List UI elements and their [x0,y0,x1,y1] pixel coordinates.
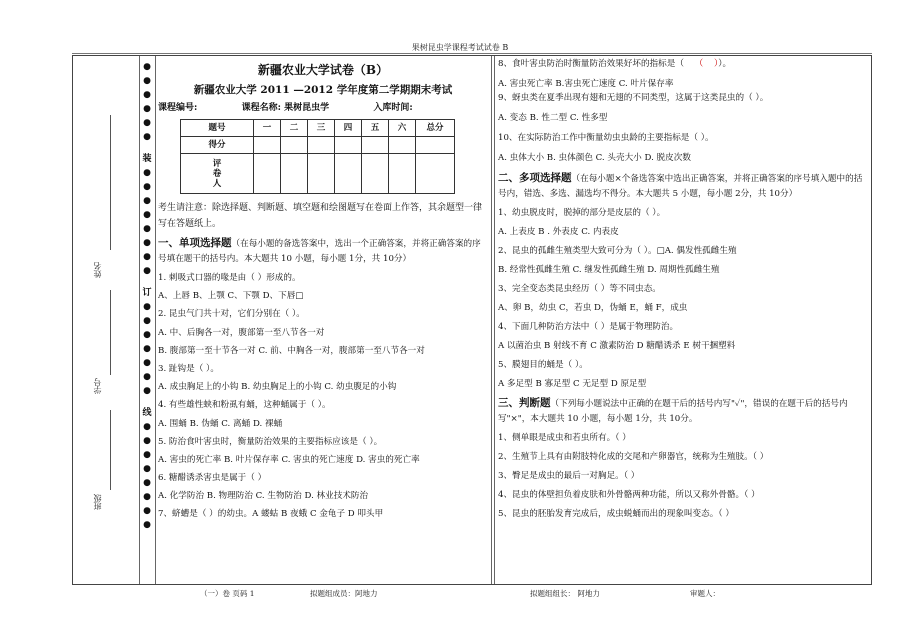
question-line: A. 上表皮 B . 外表皮 C. 内表皮 [498,227,619,237]
binding-dot: ● [143,168,151,178]
name-line[interactable] [110,115,111,250]
binding-ding: 订 [142,288,152,298]
right-column [498,57,866,526]
section-1: 一、单项选择题（在每小题的备选答案中，选出一个正确答案，并将正确答案的序号填在题干的括号内。本大题共 10 小题，每小题 1分，共 10分） [158,237,481,264]
score-header-cell: 四 [335,120,362,137]
section-3: 三、判断题（下列每小题说法中正确的在题干后的括号内写"✓"，错误的在题干后的括号内写"×"，本大题共 10 小题，每小题 1分，共 10分。 [498,397,848,424]
score-header-cell: 一 [254,120,281,137]
left-column [158,60,488,526]
section-2: 二、多项选择题（在每小题×个备选答案中选出正确答案，并将正确答案的序号填入题中的括号内，错选、多选、漏选均不得分。本大题共 5 小题，每小题 2分，共 10分） [498,172,863,199]
question-line: 4、昆虫的体壁担负着皮肤和外骨骼两种功能，所以又称外骨骼。（ ） [498,490,760,500]
exam-title: 新疆农业大学试卷（B） [257,63,389,77]
question-line: B. 腹部第一至十节各一对 C. 前、中胸各一对，腹部第一至八节各一对 [158,345,425,356]
footer-members: 拟题组成员：阿地力 [310,589,378,598]
question-line: 6. 糖醋诱杀害虫是属于（ ） [158,473,267,484]
binding-dot: ● [143,478,151,488]
question-line: 4. 有些雄性蛱和粉虱有蛹，这种蛹属于（ ）。 [158,400,331,411]
footer-page: （一）卷 页码 1 [200,589,255,598]
question-line: 3、臀足是成虫的最后一对胸足。（ ） [498,471,640,481]
score-table [180,119,455,194]
question-line: 7、蛴螬是（ ）的幼虫。A 蝼蛄 B 夜蛾 C 金龟子 D 叩头甲 [158,509,384,520]
binding-dot: ● [143,520,151,530]
course-info [158,101,488,115]
question-line: A. 成虫胸足上的小钩 B. 幼虫胸足上的小钩 C. 幼虫腹足的小钩 [158,382,397,393]
binding-dot: ● [143,422,151,432]
header-rule [72,53,872,54]
question-line: 3、完全变态类昆虫经历（ ）等不同虫态。 [498,284,661,294]
binding-dot: ● [143,372,151,382]
question-line: 5、膜翅目的蛹是（ ）。 [498,360,588,370]
binding-dot: ● [143,316,151,326]
binding-dot: ● [143,90,151,100]
question-line: 1. 刺吸式口器的喙是由（ ）形成的。 [158,273,301,283]
grader-row-label: 评 卷 人 [181,154,254,194]
question-line: 9、蚜虫类在夏季出现有翅和无翅的不同类型，这属于这类昆虫的（ ）。 [498,93,769,103]
question-line: 10、在实际防治工作中衡量幼虫虫龄的主要指标是（ ）。 [498,133,714,143]
course-name: 课程名称: 果树昆虫学 [241,103,330,113]
question-line: 4、下面几种防治方法中（ ）是属于物理防治。 [498,322,679,332]
column-divider [491,56,492,584]
score-header-cell: 三 [308,120,335,137]
score-header-cell: 六 [389,120,416,137]
question-line: A、卵 B，幼虫 C，若虫 D，伪蛹 E，蛹 F，成虫 [498,303,688,313]
question-line: A 多足型 B 寡足型 C 无足型 D 原足型 [498,379,647,389]
question-line: 3. 趾钩是（ ）。 [158,363,219,374]
question-line: B. 经常性孤雌生殖 C. 继发性孤雌生殖 D. 周期性孤雌生殖 [498,265,720,275]
binding-dot: ● [143,358,151,368]
score-row [181,137,455,154]
binding-dot: ● [143,118,151,128]
question-line: A、上唇 B、上颚 C、下颚 D、下唇□ [158,291,304,302]
question-line: 1、侧单眼是成虫和若虫所有。（ ） [498,433,631,443]
score-header-cell: 二 [281,120,308,137]
binding-dot: ● [143,210,151,220]
score-header-cell: 题号 [181,120,254,137]
binding-dot: ● [143,302,151,312]
binding-dot: ● [143,238,151,248]
student-number-label: 学号 [93,378,102,394]
binding-dot: ● [143,252,151,262]
question-line: A 以菌治虫 B 射线不育 C 激素防治 D 糖醋诱杀 E 树干捆塑料 [498,341,736,351]
name-label: 姓名 [93,262,102,278]
binding-xian: 线 [142,408,152,418]
score-row-label: 得分 [181,137,254,154]
binding-dot: ● [143,450,151,460]
class-label: 班级 [93,494,102,510]
binding-dot: ● [143,76,151,86]
class-line[interactable] [110,410,111,490]
section-1-questions [158,271,488,521]
binding-dot: ● [143,266,151,276]
notice: 考生请注意：除选择题、判断题、填空题和绘图题写在卷面上作答，其余题型一律写在答题纸上。 [158,203,483,229]
question-line: A. 中、后胸各一对，腹部第一至八节各一对 [158,327,325,338]
binding-dot: ● [143,224,151,234]
question-line: 5、昆虫的胚胎发育完成后，成虫蜕蛹而出的现象叫变态。（ ） [498,509,734,519]
archive-time: 入库时间: [373,103,413,113]
question-line: 1、幼虫脱皮时，脱掉的部分是皮层的（ ）。 [498,208,666,218]
binding-dot: ● [143,436,151,446]
binding-dot: ● [143,330,151,340]
binding-dot: ● [143,132,151,142]
binding-dot: ● [143,344,151,354]
binding-zhuang: 装 [142,154,152,164]
question-line: A. 虫体大小 B. 虫体颜色 C. 头壳大小 D. 脱皮次数 [498,153,691,163]
binding-dot: ● [143,506,151,516]
binding-dot: ● [143,464,151,474]
question-line: 5. 防治食叶害虫时，衡量防治效果的主要指标应该是（ ）。 [158,436,383,447]
binding-border-right [155,56,156,584]
exam-subtitle: 新疆农业大学 2011 —2012 学年度第二学期期末考试 [193,84,453,96]
question-8-options: A. 害虫死亡率 B.害虫死亡速度 C. 叶片保存率 [498,79,674,89]
grader-row [181,154,455,194]
binding-strip [140,60,154,532]
score-header-cell: 五 [362,120,389,137]
question-8: 8、食叶害虫防治时衡量防治效果好坏的指标是（ （ ））。 [498,59,732,69]
course-no: 课程编号: [158,103,198,113]
page-header: 果树昆虫学课程考试试卷 B [411,43,509,52]
section-1-questions-cont [498,91,866,165]
column-divider-2 [494,56,495,584]
question-line: A. 化学防治 B. 物理防治 C. 生物防治 D. 林业技术防治 [158,491,369,502]
binding-dot: ● [143,104,151,114]
footer-leader: 拟题组组长： 阿地力 [530,589,600,598]
student-number-line[interactable] [110,290,111,375]
question-line: A. 围蛹 B. 伪蛹 C. 离蛹 D. 裸蛹 [158,418,283,429]
binding-dot: ● [143,386,151,396]
binding-dot: ● [143,492,151,502]
question-line: 2、昆虫的孤雌生殖类型大致可分为（ ）。□A. 偶发性孤雌生殖 [498,246,737,256]
footer-reviewer: 审题人： [690,589,720,598]
question-line: 2. 昆虫气门共十对，它们分别在（ ）。 [158,309,305,320]
score-header-cell: 总分 [416,120,455,137]
question-line: 2、生殖节上具有由附肢特化成的交尾和产卵器官，统称为生殖肢。（ ） [498,452,769,462]
section-2-questions [498,206,866,391]
section-3-questions [498,431,866,521]
binding-dot: ● [143,182,151,192]
question-line: A. 变态 B. 性二型 C. 性多型 [498,113,608,123]
question-line: A. 害虫的死亡率 B. 叶片保存率 C. 害虫的死亡速度 D. 害虫的死亡率 [158,454,420,465]
score-header-row [181,120,455,137]
binding-dot: ● [143,62,151,72]
binding-dot: ● [143,196,151,206]
